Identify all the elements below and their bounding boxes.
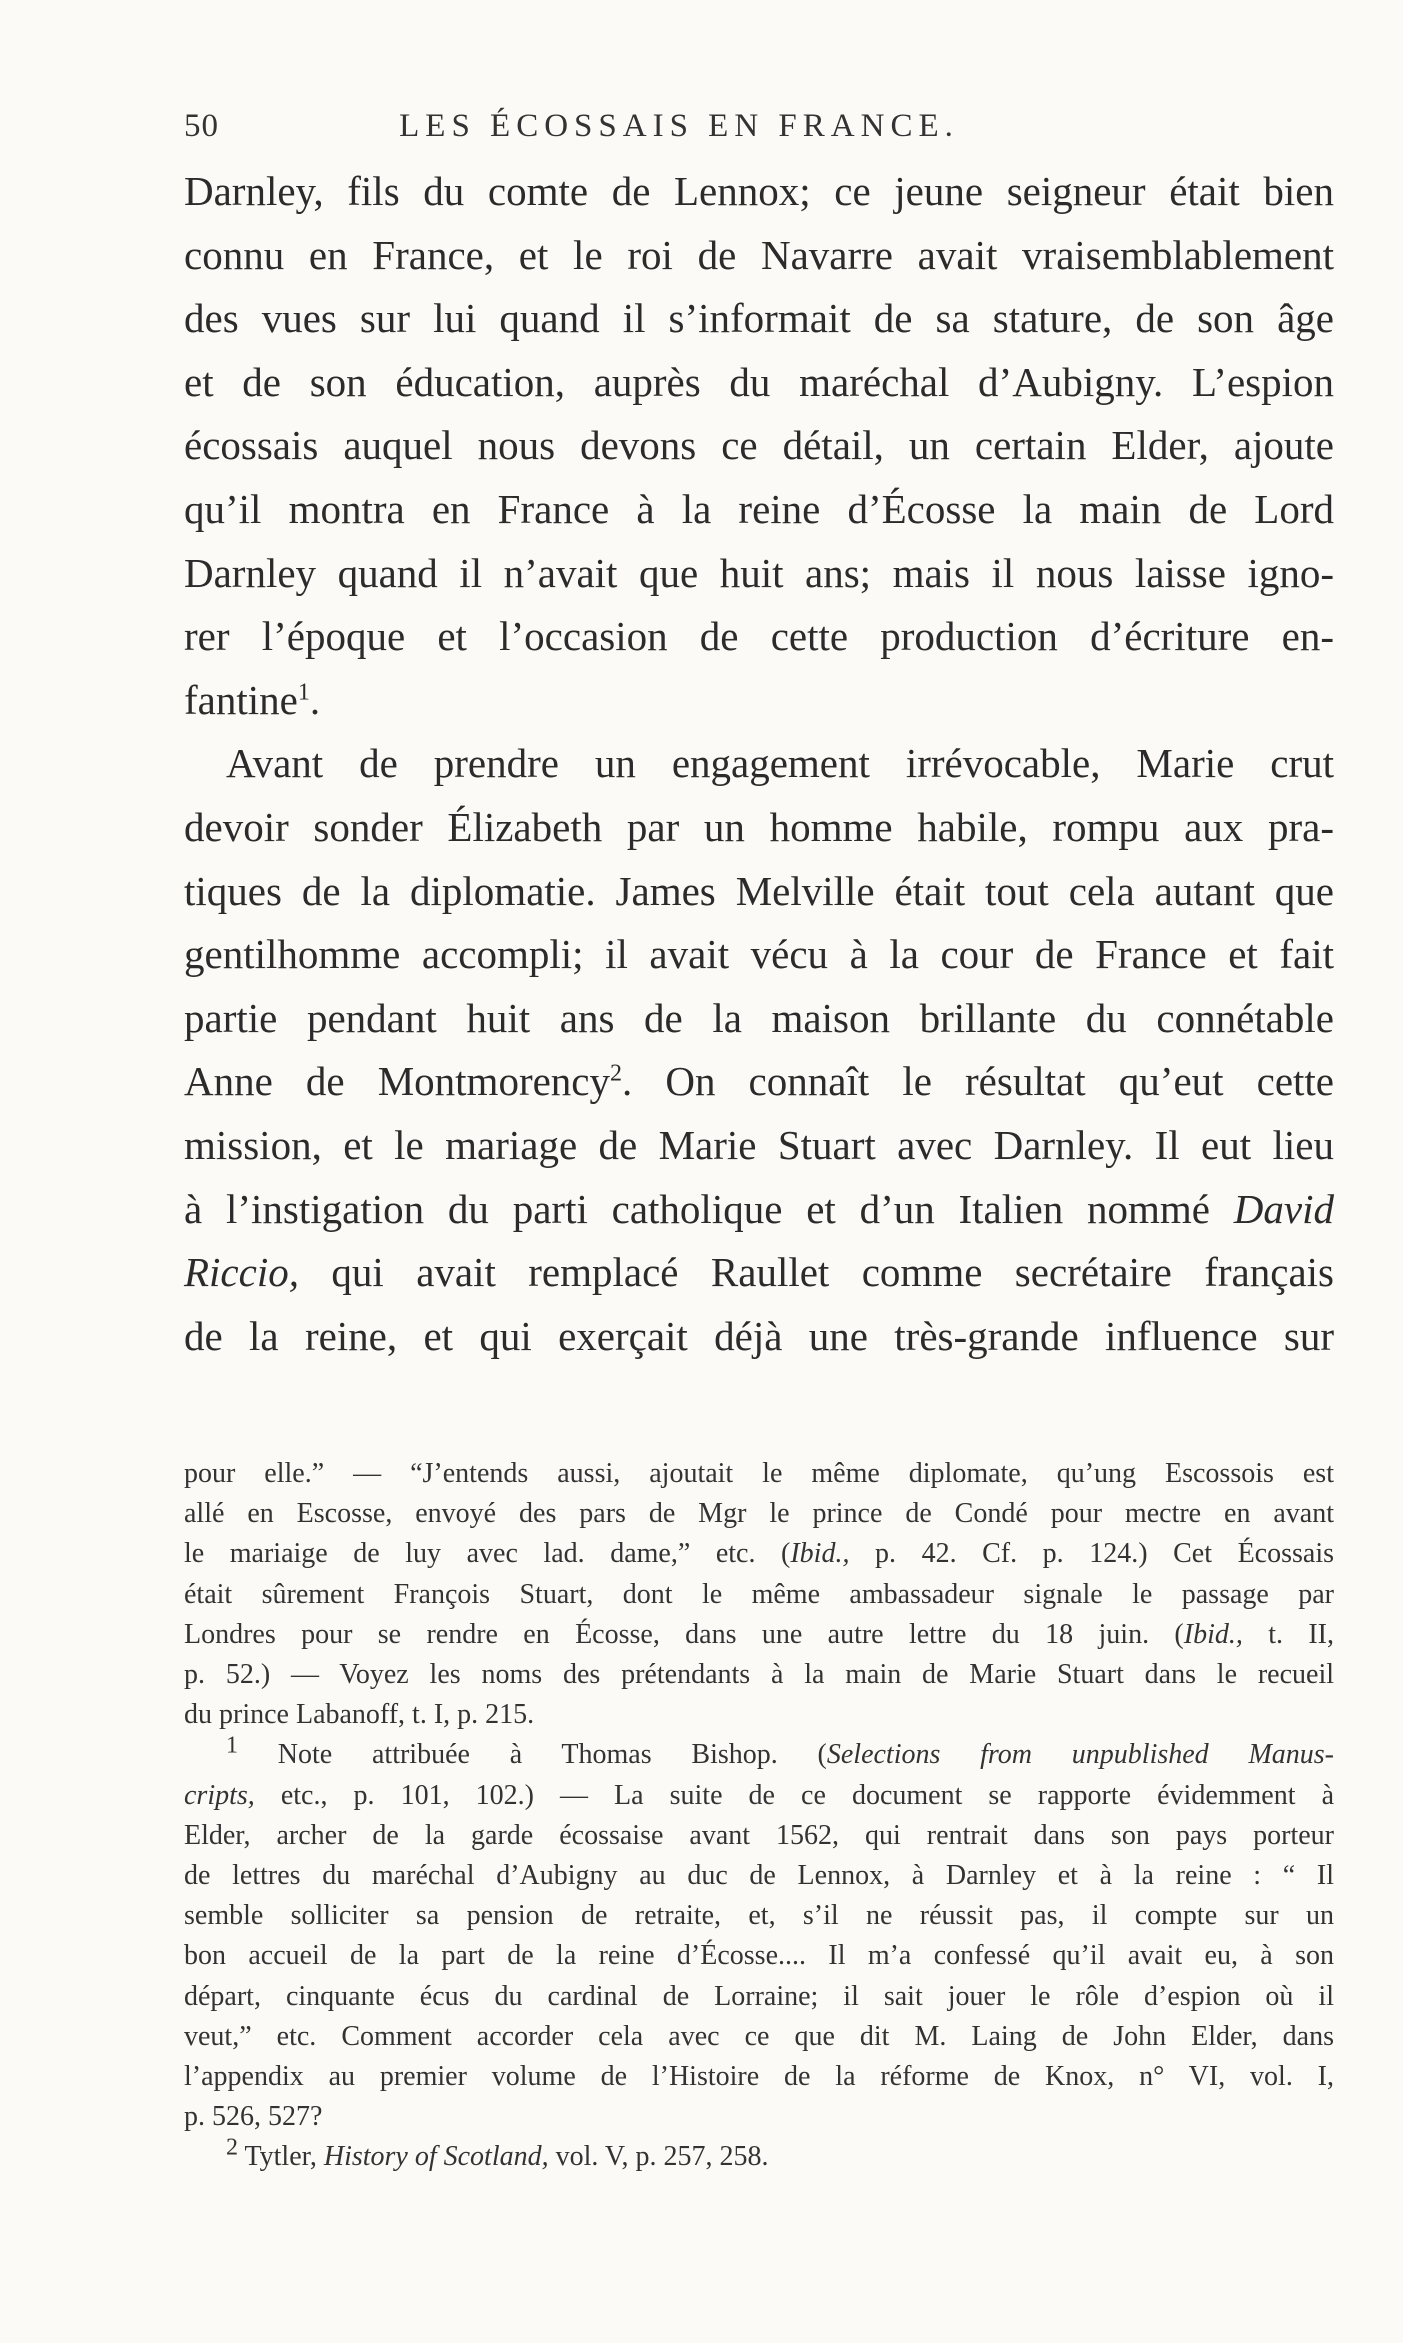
text-line: [184, 1050, 1334, 1114]
text-line: de la reine, et qui exerçait déjà une très-grande influence sur: [184, 1312, 1334, 1359]
footnote-line: [184, 1534, 1334, 1574]
footnote-ref-2[interactable]: 2: [610, 1060, 622, 1087]
text-fragment: etc., p. 101, 102.) — La suite de ce document se rapporte évidemment à: [254, 1779, 1334, 1811]
text-fragment: . On connaît le résultat qu’eut cette: [622, 1058, 1335, 1105]
text-fragment: vol. V, p. 257, 258.: [548, 2141, 769, 2173]
text-line: Avant de prendre un engagement irrévocable, Marie crut: [226, 740, 1334, 787]
text-line: écossais auquel nous devons ce détail, un certain Elder, ajoute: [184, 422, 1334, 469]
footnote-line: p. 52.) — Voyez les noms des prétendants à la main de Marie Stuart dans le recueil: [184, 1659, 1334, 1691]
text-fragment: fantine: [184, 676, 298, 723]
footnote-line: était sûrement François Stuart, dont le même ambassadeur signale le passage par: [184, 1578, 1334, 1610]
footnote-line: semble solliciter sa pension de retraite, et, s’il ne réussit pas, il compte sur un: [184, 1900, 1334, 1932]
text-fragment: le mariaige de luy avec lad. dame,” etc. (: [184, 1538, 791, 1570]
main-text: [184, 160, 1334, 1368]
footnotes: [184, 1454, 1334, 2178]
footnote-line: de lettres du maréchal d’Aubigny au duc de Lennox, à Darnley et à la reine : “ Il: [184, 1860, 1334, 1892]
italic-title: Selections from unpublished Manus-: [826, 1739, 1334, 1771]
italic-title: cripts,: [184, 1779, 255, 1811]
italic-name: Riccio,: [184, 1249, 299, 1296]
text-line: connu en France, et le roi de Navarre avait vraisemblablement: [184, 231, 1334, 278]
footnote-mark-1: 1: [226, 1733, 238, 1760]
footnote-line: p. 526, 527?: [184, 2101, 323, 2133]
text-line: Darnley, fils du comte de Lennox; ce jeune seigneur était bien: [184, 168, 1334, 214]
italic-title: History of Scotland,: [323, 2141, 549, 2173]
text-line: des vues sur lui quand il s’informait de sa stature, de son âge: [184, 295, 1334, 342]
text-fragment: qui avait remplacé Raullet comme secrétaire français: [298, 1249, 1334, 1296]
text-line: [184, 1241, 1334, 1305]
page-number: 50: [184, 108, 219, 144]
text-line: Darnley quand il n’avait que huit ans; mais il nous laisse igno-: [184, 549, 1334, 596]
text-line: qu’il montra en France à la reine d’Écosse la main de Lord: [184, 485, 1334, 532]
footnote-ref-1[interactable]: 1: [297, 679, 310, 706]
footnote-2: [184, 2137, 1334, 2177]
text-line: et de son éducation, auprès du maréchal d’Aubigny. L’espion: [184, 358, 1334, 405]
text-fragment: à l’instigation du parti catholique et d’un Italien nommé: [184, 1185, 1234, 1232]
text-line: rer l’époque et l’occasion de cette production d’écriture en-: [184, 613, 1334, 660]
text-fragment: Anne de Montmorency: [184, 1058, 610, 1105]
text-line: mission, et le mariage de Marie Stuart avec Darnley. Il eut lieu: [184, 1121, 1334, 1168]
footnote-line: bon accueil de la part de la reine d’Écosse.... Il m’a confessé qu’il avait eu, à son: [184, 1940, 1334, 1972]
text-line: partie pendant huit ans de la maison brillante du connétable: [184, 994, 1334, 1041]
footnote-line: pour elle.” — “J’entends aussi, ajoutait le même diplomate, qu’ung Escossois est: [184, 1458, 1334, 1489]
paragraph-2: [184, 732, 1334, 1368]
text-fragment: Londres pour se rendre en Écosse, dans une autre lettre du 18 juin. (: [184, 1618, 1184, 1650]
footnote-1: [184, 1735, 1334, 1775]
text-line: [184, 669, 1334, 733]
italic-name: David: [1233, 1185, 1334, 1232]
running-title: LES ÉCOSSAIS EN FRANCE.: [399, 108, 959, 144]
footnote-line: Elder, archer de la garde écossaise avant 1562, qui rentrait dans son pays porteur: [184, 1819, 1334, 1851]
footnote-line: départ, cinquante écus du cardinal de Lorraine; il sait jouer le rôle d’espion où il: [184, 1980, 1334, 2012]
footnote-line: veut,” etc. Comment accorder cela avec ce que dit M. Laing de John Elder, dans: [184, 2020, 1334, 2052]
text-line: tiques de la diplomatie. James Melville était tout cela autant que: [184, 867, 1334, 914]
footnote-line: du prince Labanoff, t. I, p. 215.: [184, 1699, 535, 1731]
paragraph-1: [184, 160, 1334, 732]
text-line: [184, 1178, 1334, 1242]
footnote-line: [184, 1776, 1334, 1816]
text-line: gentilhomme accompli; il avait vécu à la cour de France et fait: [184, 931, 1334, 978]
text-fragment: .: [309, 676, 321, 723]
text-fragment: Note attribuée à Thomas Bishop. (: [238, 1739, 827, 1771]
text-fragment: p. 42. Cf. p. 124.) Cet Écossais: [849, 1538, 1334, 1570]
text-line: devoir sonder Élizabeth par un homme habile, rompu aux pra-: [184, 803, 1334, 850]
running-header: [184, 108, 1334, 152]
footnote-line: allé en Escosse, envoyé des pars de Mgr le prince de Condé pour mectre en avant: [184, 1498, 1334, 1530]
footnote-mark-2: 2: [226, 2135, 238, 2162]
text-fragment: Tytler,: [238, 2141, 324, 2173]
italic-ref: Ibid.,: [1183, 1618, 1243, 1650]
italic-ref: Ibid.,: [790, 1538, 850, 1570]
text-fragment: t. II,: [1242, 1618, 1334, 1650]
footnote-line: l’appendix au premier volume de l’Histoire de la réforme de Knox, n° VI, vol. I,: [184, 2061, 1334, 2093]
footnote-line: [184, 1615, 1334, 1655]
